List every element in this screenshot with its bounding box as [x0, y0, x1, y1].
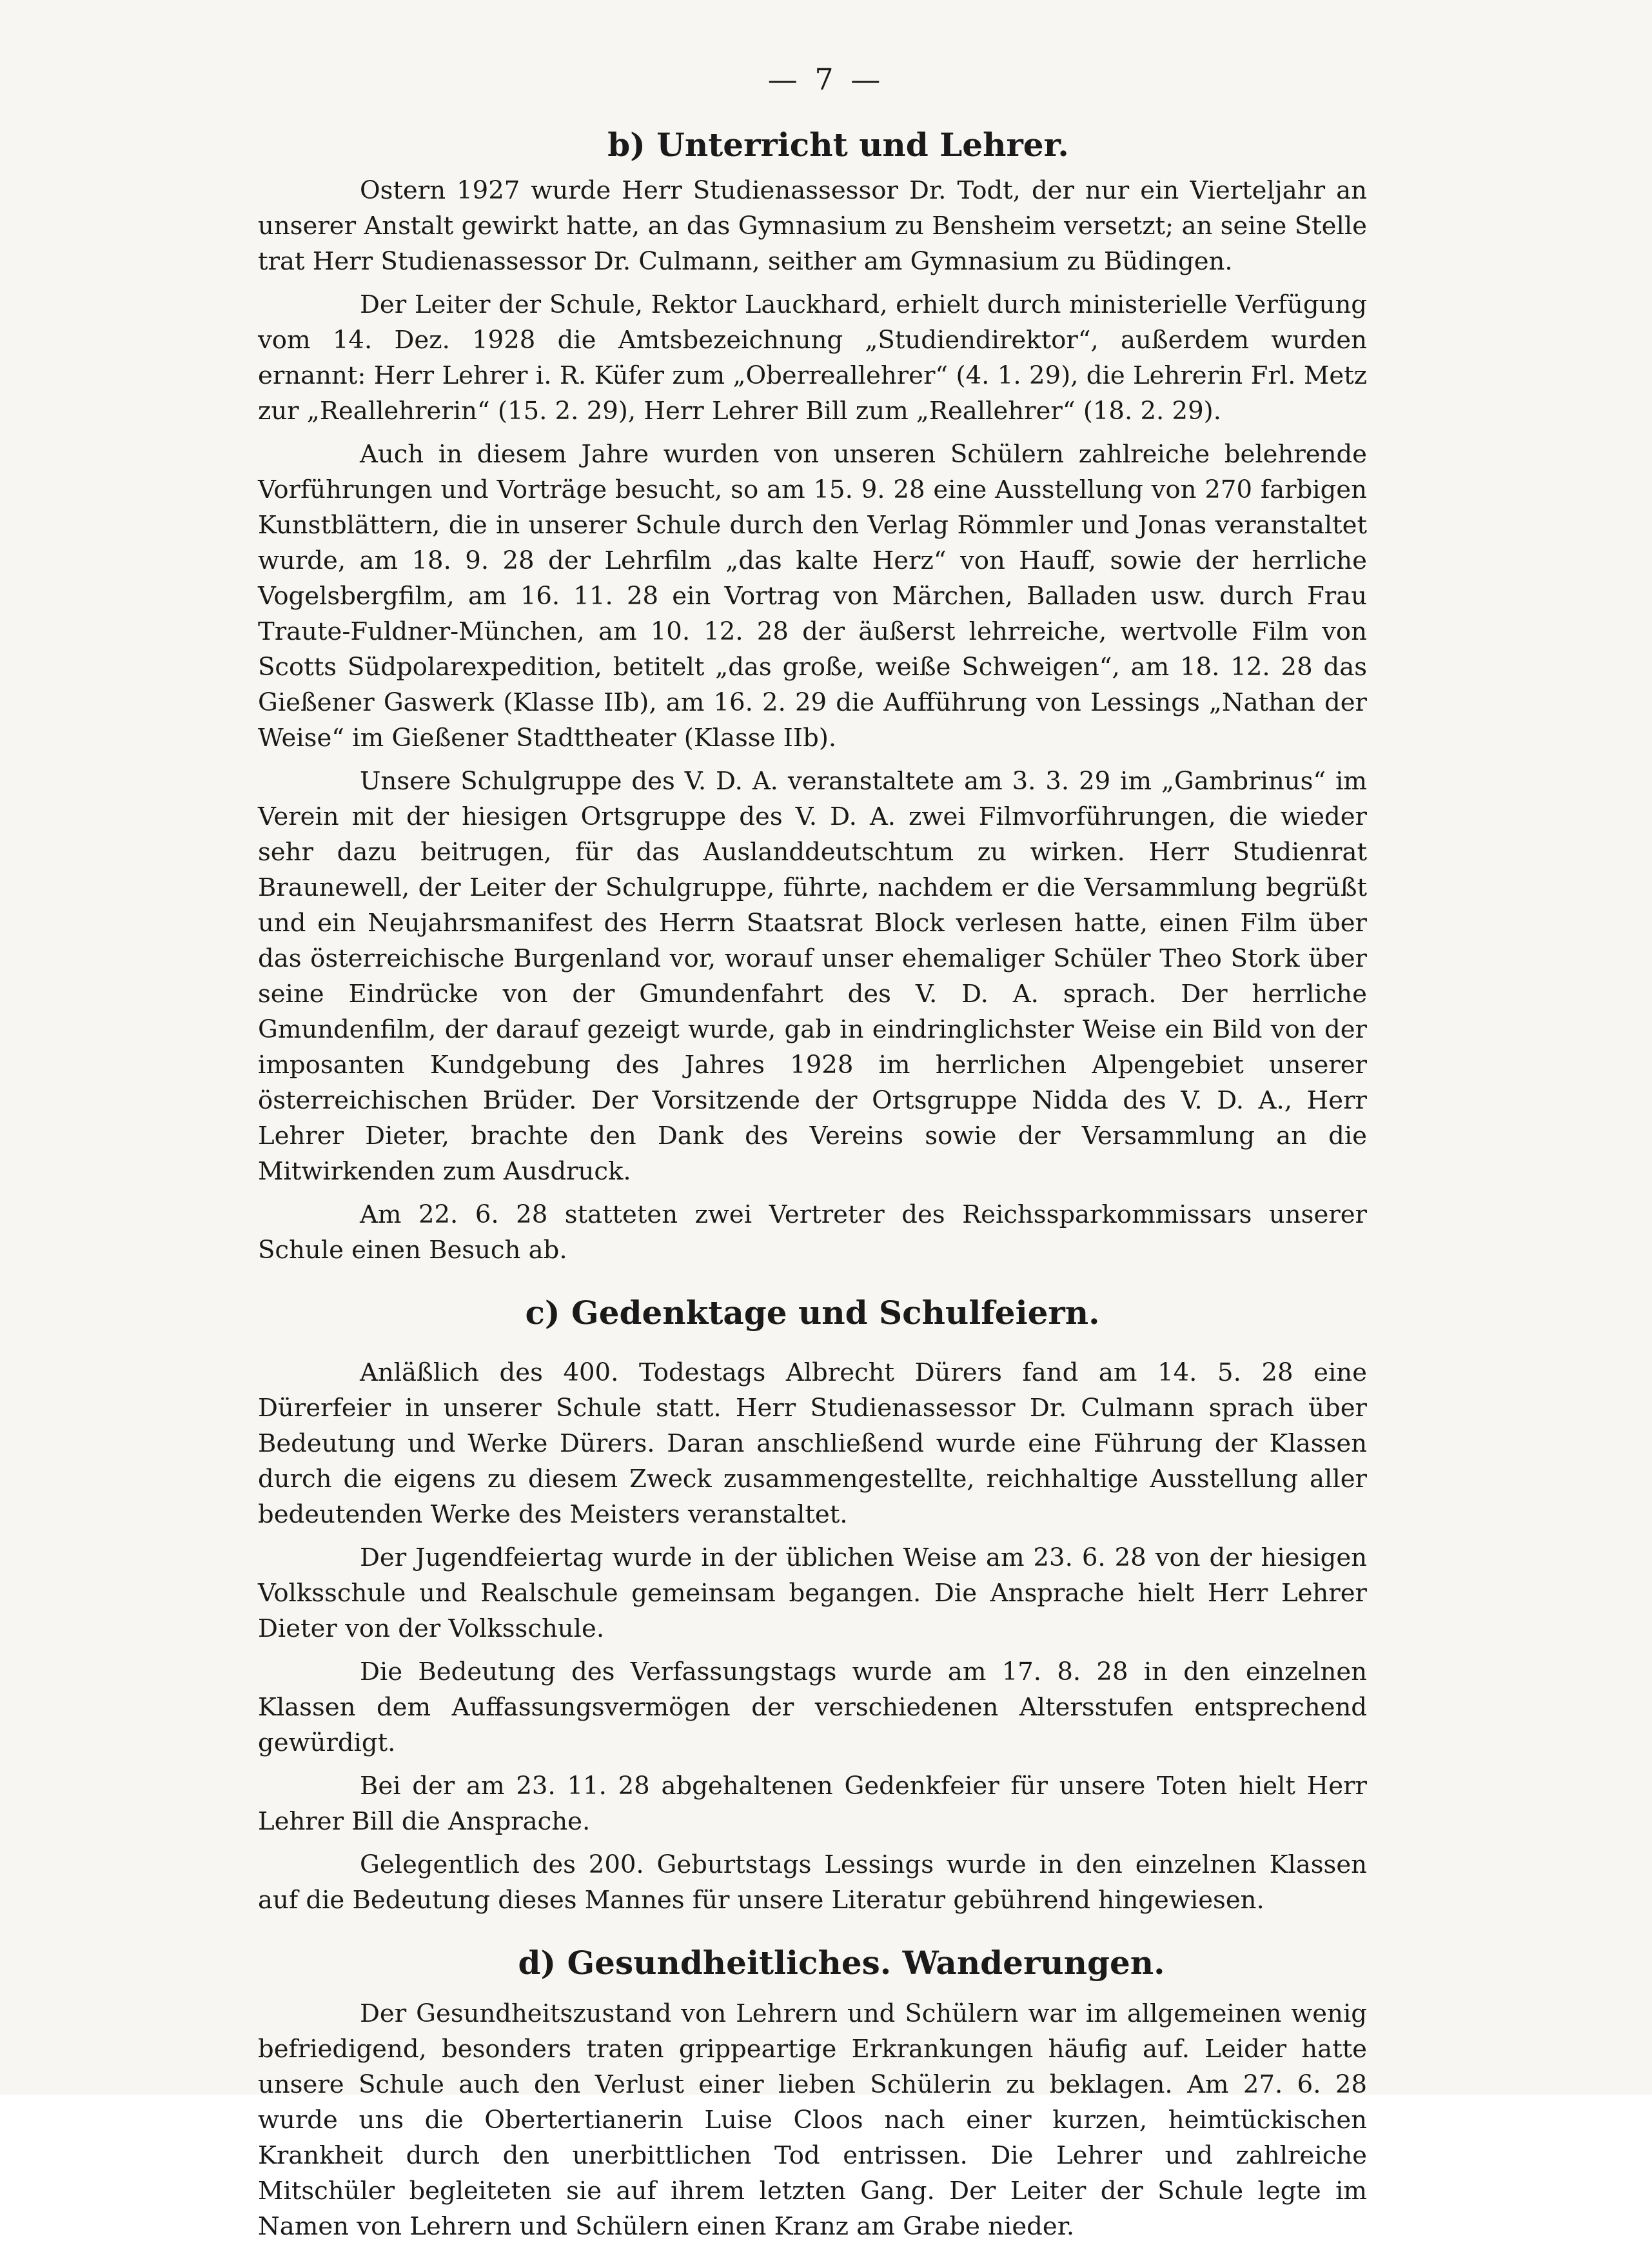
section-heading: c) Gedenktage und Schulfeiern. [525, 1294, 1100, 1332]
paragraph: Der Leiter der Schule, Rektor Lauckhard, erhielt durch ministerielle Verfügung vom 14. Dez. 1928 die Amtsbezeichnung „Studiendirektor“, außerdem wurden ernannt: Herr Lehrer i. R. Küfer zum „Oberreallehrer“ (4. 1. 29), die Lehrerin Frl. Metz zur „Reallehrerin“ (15. 2. 29), Herr Lehrer Bill zum „Reallehrer“ (18. 2. 29). [258, 290, 1367, 426]
paragraph: Gelegentlich des 200. Geburtstags Lessings wurde in den einzelnen Klassen auf die Bedeutung dieses Mannes für unsere Literatur gebührend hingewiesen. [258, 1850, 1367, 1915]
paragraph: Auch in diesem Jahre wurden von unseren Schülern zahlreiche belehrende Vorführungen und Vorträge besucht, so am 15. 9. 28 eine Ausstellung von 270 farbigen Kunstblättern, die in unserer Schule durch den Verlag Römmler und Jonas veranstaltet wurde, am 18. 9. 28 der Lehrfilm „das kalte Herz“ von Hauff, sowie der herrliche Vogelsbergfilm, am 16. 11. 28 ein Vortrag von Märchen, Balladen usw. durch Frau Traute-Fuldner-München, am 10. 12. 28 der äußerst lehrreiche, wertvolle Film von Scotts Südpolarexpedition, betitelt „das große, weiße Schweigen“, am 18. 12. 28 das Gießener Gaswerk (Klasse IIb), am 16. 2. 29 die Aufführung von Lessings „Nathan der Weise“ im Gießener Stadttheater (Klasse IIb). [258, 440, 1367, 753]
section-heading: d) Gesundheitliches. Wanderungen. [518, 1944, 1165, 1982]
paragraph: Unsere Schulgruppe des V. D. A. veranstaltete am 3. 3. 29 im „Gambrinus“ im Verein mit der hiesigen Ortsgruppe des V. D. A. zwei Filmvorführungen, die wieder sehr dazu beitrugen, für das Auslanddeutschtum zu wirken. Herr Studienrat Braunewell, der Leiter der Schulgruppe, führte, nachdem er die Versammlung begrüßt und ein Neujahrsmanifest des Herrn Staatsrat Block verlesen hatte, einen Film über das österreichische Burgenland vor, worauf unser ehemaliger Schüler Theo Stork über seine Eindrücke von der Gmundenfahrt des V. D. A. sprach. Der herrliche Gmundenfilm, der darauf gezeigt wurde, gab in eindringlichster Weise ein Bild von der imposanten Kundgebung des Jahres 1928 im herrlichen Alpengebiet unserer österreichischen Brüder. Der Vorsitzende der Ortsgruppe Nidda des V. D. A., Herr Lehrer Dieter, brachte den Dank des Vereins sowie der Versammlung an die Mitwirkenden zum Ausdruck. [258, 767, 1367, 1186]
paragraph: Anläßlich des 400. Todestags Albrecht Dürers fand am 14. 5. 28 eine Dürerfeier in unserer Schule statt. Herr Studienassessor Dr. Culmann sprach über Bedeutung und Werke Dürers. Daran anschließend wurde eine Führung der Klassen durch die eigens zu diesem Zweck zusammengestellte, reichhaltige Ausstellung aller bedeutenden Werke des Meisters veranstaltet. [258, 1358, 1367, 1529]
page-number: — 7 — [767, 62, 885, 97]
page-content [258, 126, 1367, 2252]
section-memorial-days-and-school-celebrations [258, 1294, 1367, 1918]
paragraph: Bei der am 23. 11. 28 abgehaltenen Gedenkfeier für unsere Toten hielt Herr Lehrer Bill die Ansprache. [258, 1772, 1367, 1836]
paragraph: Der Jugendfeiertag wurde in der üblichen Weise am 23. 6. 28 von der hiesigen Volksschule und Realschule gemeinsam begangen. Die Ansprache hielt Herr Lehrer Dieter von der Volksschule. [258, 1543, 1367, 1643]
section-health-and-hiking [258, 1944, 1367, 2244]
section-heading: b) Unterricht und Lehrer. [607, 126, 1069, 164]
paragraph: Ostern 1927 wurde Herr Studienassessor Dr. Todt, der nur ein Vierteljahr an unserer Anstalt gewirkt hatte, an das Gymnasium zu Bensheim versetzt; an seine Stelle trat Herr Studienassessor Dr. Culmann, seither am Gymnasium zu Büdingen. [258, 176, 1367, 276]
paragraph: Der Gesundheitszustand von Lehrern und Schülern war im allgemeinen wenig befriedigend, besonders traten grippeartige Erkrankungen häufig auf. Leider hatte unsere Schule auch den Verlust einer lieben Schülerin zu beklagen. Am 27. 6. 28 wurde uns die Obertertianerin Luise Cloos nach einer kurzen, heimtückischen Krankheit durch den unerbittlichen Tod entrissen. Die Lehrer und zahlreiche Mitschüler begleiteten sie auf ihrem letzten Gang. Der Leiter der Schule legte im Namen von Lehrern und Schülern einen Kranz am Grabe nieder. [258, 1999, 1367, 2241]
section-teaching-and-teachers [258, 126, 1367, 1268]
paragraph: Die Bedeutung des Verfassungstags wurde am 17. 8. 28 in den einzelnen Klassen dem Auffassungsvermögen der verschiedenen Altersstufen entsprechend gewürdigt. [258, 1657, 1367, 1757]
paragraph: Am 22. 6. 28 statteten zwei Vertreter des Reichssparkommissars unserer Schule einen Besuch ab. [258, 1200, 1367, 1265]
